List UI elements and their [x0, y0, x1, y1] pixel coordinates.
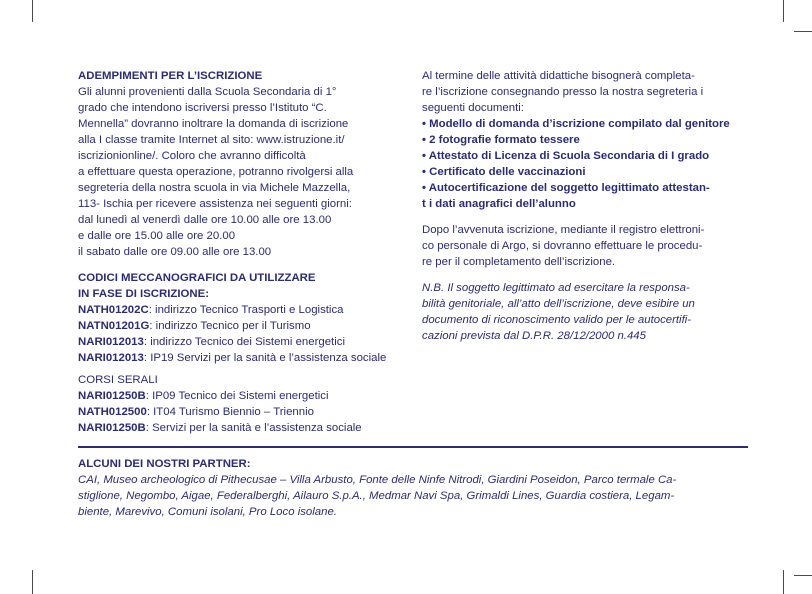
partners-heading: ALCUNI DEI NOSTRI PARTNER:	[78, 458, 251, 470]
document-item: • Attestato di Licenza di Scuola Secondaria di I grado	[422, 150, 710, 162]
code-description: : indirizzo Tecnico per il Turismo	[149, 320, 311, 332]
code-value: NARI01250B	[78, 390, 146, 402]
after-enrollment-text	[422, 222, 752, 270]
text-line: grado che intendono iscriversi presso l’Istituto “C.	[78, 102, 327, 114]
code-row	[78, 420, 393, 436]
code-description: : indirizzo Tecnico dei Sistemi energetici	[143, 336, 345, 348]
partners-list	[78, 472, 758, 520]
text-line: il sabato dalle ore 09.00 alle ore 13.00	[78, 246, 272, 258]
text-line: segreteria della nostra scuola in via Michele Mazzella,	[78, 182, 351, 194]
document-item: • Autocertificazione del soggetto legittimato attestan-	[422, 182, 710, 194]
document-item: • Modello di domanda d’iscrizione compilato dal genitore	[422, 118, 730, 130]
text-line: Mennella” dovranno inoltrare la domanda di iscrizione	[78, 118, 349, 130]
text-line: documento di riconoscimento valido per le autocertifi-	[422, 314, 692, 326]
text-line: CAI, Museo archeologico di Pithecusae – Villa Arbusto, Fonte delle Ninfe Nitrodi, Giardini Poseidon, Parco termale Ca-	[78, 474, 677, 486]
spacer	[78, 260, 393, 270]
code-row	[78, 334, 393, 350]
text-line: N.B. Il soggetto legittimato ad esercitare la responsa-	[422, 282, 690, 294]
evening-codes-list	[78, 388, 393, 436]
section-heading-enrollment: ADEMPIMENTI PER L’ISCRIZIONE	[78, 70, 263, 82]
text-line: re per il completamento dell’iscrizione.	[422, 256, 616, 268]
document-item: • 2 fotografie formato tessere	[422, 134, 580, 146]
text-line: cazioni prevista dal D.P.R. 28/12/2000 n.445	[422, 330, 646, 342]
code-value: NARI012013	[78, 352, 144, 364]
right-column	[422, 68, 752, 344]
spacer	[422, 270, 752, 280]
document-item: t i dati anagrafici dell’alunno	[422, 198, 576, 210]
text-line: e dalle ore 15.00 alle ore 20.00	[78, 230, 236, 242]
text-line: Dopo l’avvenuta iscrizione, mediante il registro elettroni-	[422, 224, 705, 236]
completion-intro	[422, 68, 752, 116]
crop-mark-top-right	[783, 0, 784, 22]
text-line: bilità genitoriale, all’atto dell’iscrizione, deve esibire un	[422, 298, 695, 310]
code-value: NATN01201G	[78, 320, 150, 332]
text-line: co personale di Argo, si dovranno effettuare le procedu-	[422, 240, 703, 252]
text-line: re l’iscrizione consegnando presso la nostra segreteria i	[422, 86, 704, 98]
code-value: NATH012500	[78, 406, 147, 418]
enrollment-text	[78, 84, 393, 260]
code-value: NARI01250B	[78, 422, 146, 434]
section-heading-codes-sub: IN FASE DI ISCRIZIONE:	[78, 288, 210, 300]
text-line: dal lunedì al venerdì dalle ore 10.00 alle ore 13.00	[78, 214, 332, 226]
crop-mark-top-left	[32, 0, 33, 22]
left-column	[78, 68, 393, 436]
code-row	[78, 404, 393, 420]
text-line: biente, Marevivo, Comuni isolani, Pro Loco isolane.	[78, 506, 337, 518]
code-description: : IP19 Servizi per la sanità e l’assistenza sociale	[143, 352, 387, 364]
code-description: : Servizi per la sanità e l’assistenza sociale	[145, 422, 362, 434]
text-line: Al termine delle attività didattiche bisognerà completa-	[422, 70, 695, 82]
code-description: : IP09 Tecnico dei Sistemi energetici	[145, 390, 329, 402]
section-divider	[78, 446, 748, 448]
crop-mark-right-bottom	[794, 575, 812, 576]
code-description: : IT04 Turismo Biennio – Triennio	[146, 406, 314, 418]
section-heading-codes: CODICI MECCANOGRAFICI DA UTILIZZARE	[78, 272, 316, 284]
code-row	[78, 302, 393, 318]
code-row	[78, 318, 393, 334]
text-line: seguenti documenti:	[422, 102, 524, 114]
text-line: 113- Ischia per ricevere assistenza nei seguenti giorni:	[78, 198, 352, 210]
codes-list	[78, 302, 393, 366]
partners-section	[78, 456, 758, 520]
crop-mark-bottom-right	[783, 570, 784, 594]
code-row	[78, 388, 393, 404]
text-line: a effettuare questa operazione, potranno rivolgersi alla	[78, 166, 354, 178]
text-line: iscrizionionline/. Coloro che avranno difficoltà	[78, 150, 306, 162]
code-value: NARI012013	[78, 336, 144, 348]
crop-mark-right-top	[794, 31, 812, 32]
crop-mark-bottom-left	[32, 570, 33, 594]
code-value: NATH01202C	[78, 304, 149, 316]
evening-courses-label: CORSI SERALI	[78, 374, 158, 386]
code-row	[78, 350, 393, 366]
document-item: • Certificato delle vaccinazioni	[422, 166, 586, 178]
text-line: alla I classe tramite Internet al sito: www.istruzione.it/	[78, 134, 345, 146]
code-description: : indirizzo Tecnico Trasporti e Logistica	[148, 304, 344, 316]
text-line: Gli alunni provenienti dalla Scuola Secondaria di 1°	[78, 86, 337, 98]
nb-note	[422, 280, 752, 344]
spacer	[422, 212, 752, 222]
documents-list	[422, 116, 752, 212]
text-line: stiglione, Negombo, Aigae, Federalberghi, Ailauro S.p.A., Medmar Navi Spa, Grimaldi Lines, Guardia costiera, Legam-	[78, 490, 675, 502]
